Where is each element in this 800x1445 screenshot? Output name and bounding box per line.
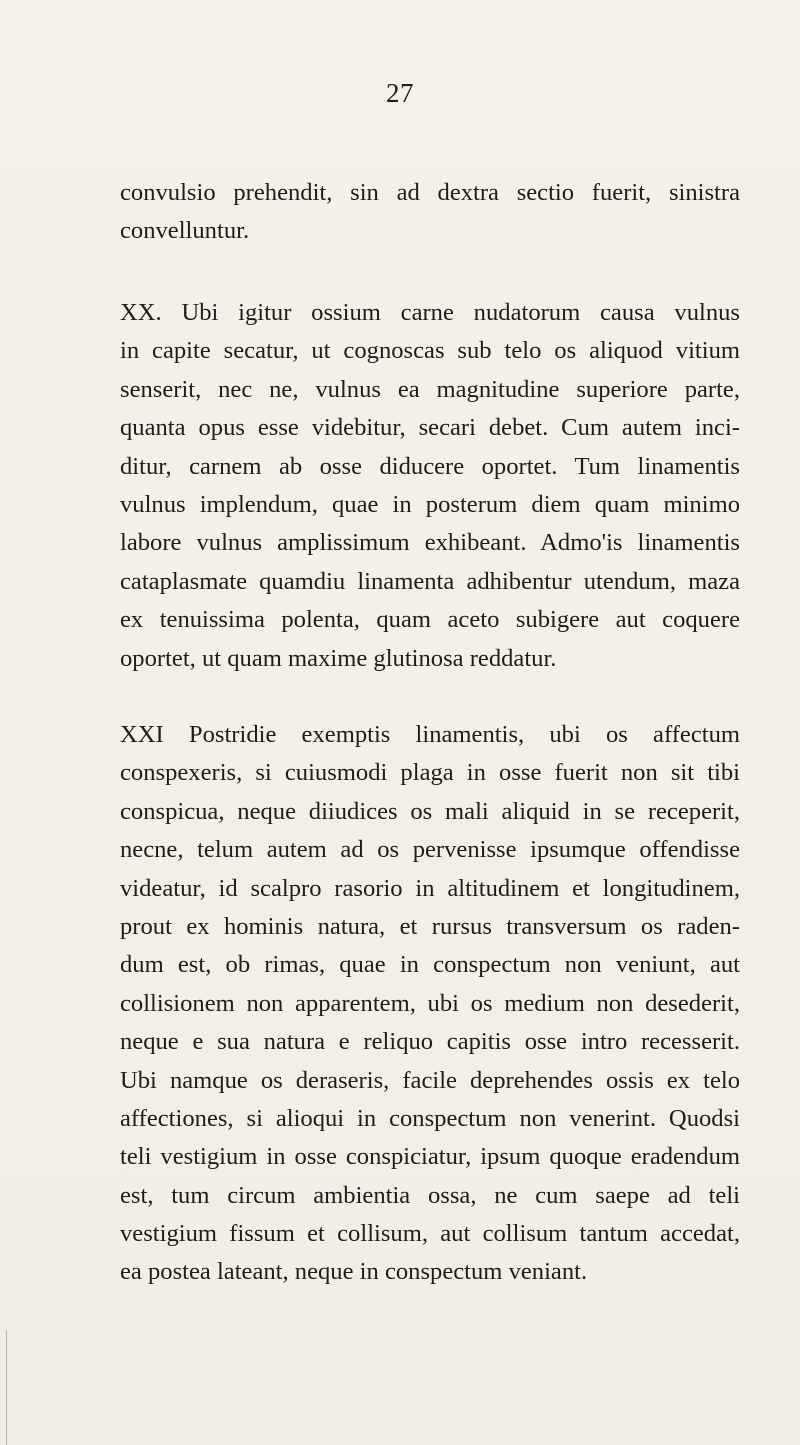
text-line: vestigium fissum et collisum, aut collisum tantum accedat, (120, 1220, 740, 1248)
text-line: senserit, nec ne, vulnus ea magnitudine superiore parte, (120, 375, 740, 403)
text-line: quanta opus esse videbitur, secari debet. Cum autem inci- (120, 414, 740, 442)
text-line: in capite secatur, ut cognoscas sub telo os aliquod vitium (120, 337, 740, 365)
text-line: dum est, ob rimas, quae in conspectum non veniunt, aut (120, 951, 740, 979)
text-line: labore vulnus amplissimum exhibeant. Admo'is linamentis (120, 529, 740, 557)
page-edge-line (6, 1330, 7, 1445)
text-line: conspexeris, si cuiusmodi plaga in osse fuerit non sit tibi (120, 759, 740, 787)
text-line: prout ex hominis natura, et rursus transversum os raden- (120, 912, 740, 940)
text-line: vulnus implendum, quae in posterum diem quam minimo (120, 490, 740, 518)
text-line: necne, telum autem ad os pervenisse ipsumque offendisse (120, 836, 740, 864)
text-line: teli vestigium in osse conspiciatur, ipsum quoque eradendum (120, 1143, 740, 1171)
page-number: 27 (386, 78, 414, 108)
text-line: oportet, ut quam maxime glutinosa reddatur. (120, 644, 557, 672)
paragraph-xxi (120, 716, 740, 1292)
text-line: ex tenuissima polenta, quam aceto subigere aut coquere (120, 606, 740, 634)
text-line: ea postea lateant, neque in conspectum veniant. (120, 1258, 588, 1286)
text-line: XXI Postridie exemptis linamentis, ubi os affectum (120, 721, 740, 748)
text-line: collisionem non apparentem, ubi os medium non desederit, (120, 989, 740, 1017)
paragraph-continuation (120, 174, 740, 251)
text-line: convulsio prehendit, sin ad dextra sectio fuerit, sinistra (120, 179, 740, 206)
text-line: videatur, id scalpro rasorio in altitudinem et longitudinem, (120, 874, 740, 902)
text-line: cataplasmate quamdiu linamenta adhibentur utendum, maza (120, 567, 740, 595)
text-line: ditur, carnem ab osse diducere oportet. Tum linamentis (120, 452, 740, 480)
text-line: affectiones, si alioqui in conspectum non venerint. Quodsi (120, 1104, 740, 1132)
text-line: XX. Ubi igitur ossium carne nudatorum causa vulnus (120, 299, 740, 326)
text-line: convelluntur. (120, 217, 250, 245)
paragraph-xx (120, 294, 740, 678)
text-line: est, tum circum ambientia ossa, ne cum saepe ad teli (120, 1181, 740, 1209)
text-line: Ubi namque os deraseris, facile deprehendes ossis ex telo (120, 1066, 740, 1094)
text-line: neque e sua natura e reliquo capitis osse intro recesserit. (120, 1028, 740, 1056)
text-line: conspicua, neque diiudices os mali aliquid in se receperit, (120, 797, 740, 825)
